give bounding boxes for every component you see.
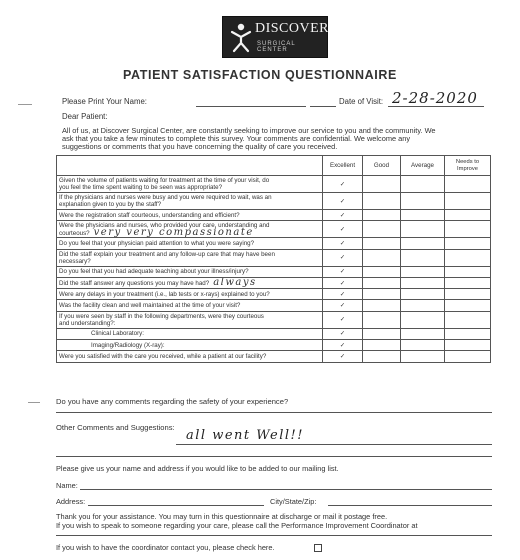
rating-cell-average[interactable]: [401, 238, 445, 249]
column-header-excellent: Excellent: [323, 156, 363, 176]
rating-cell-excellent[interactable]: [323, 176, 363, 193]
table-row: [57, 249, 491, 266]
check-mark-icon: ✓: [339, 341, 346, 349]
rating-cell-excellent[interactable]: [323, 351, 363, 362]
table-row: [57, 277, 491, 288]
check-mark-icon: ✓: [339, 180, 346, 188]
rating-cell-excellent[interactable]: [323, 340, 363, 351]
question-cell: [57, 221, 323, 238]
rating-cell-good[interactable]: [363, 249, 401, 266]
question-cell: [57, 249, 323, 266]
safety-answer-line[interactable]: [56, 412, 492, 413]
rating-cell-average[interactable]: [401, 300, 445, 311]
table-row: [57, 289, 491, 300]
question-text: Did the staff answer any questions you may have had?: [59, 280, 210, 288]
question-text: Clinical Laboratory:: [91, 330, 144, 338]
address-input-line[interactable]: [88, 505, 264, 506]
name-input-line[interactable]: [196, 106, 306, 107]
rating-cell-good[interactable]: [363, 210, 401, 221]
table-row: [57, 238, 491, 249]
check-mark-icon: ✓: [339, 254, 346, 262]
question-text: Was the facility clean and well maintained at the time of your visit?: [59, 302, 241, 310]
comments-line: [176, 444, 492, 445]
other-comments-value[interactable]: all went Well!!: [186, 428, 305, 443]
discover-logo: [222, 16, 328, 58]
rating-cell-average[interactable]: [401, 221, 445, 238]
question-text: If the physicians and nurses were busy and you were required to wait, was an: [59, 194, 272, 201]
contact-prompt: If you wish to have the coordinator contact you, please check here.: [56, 543, 275, 552]
rating-cell-average[interactable]: [401, 210, 445, 221]
table-row: [57, 176, 491, 193]
rating-cell-excellent[interactable]: [323, 328, 363, 339]
rating-cell-average[interactable]: [401, 277, 445, 288]
check-mark-icon: ✓: [339, 268, 346, 276]
question-cell: [57, 340, 323, 351]
name-input-line[interactable]: [310, 106, 336, 107]
question-cell: [57, 311, 323, 328]
rating-cell-excellent[interactable]: [323, 266, 363, 277]
table-row: [57, 311, 491, 328]
table-row: [57, 300, 491, 311]
logo-name: DISCOVER: [255, 21, 330, 36]
logo-subtitle: SURGICAL CENTER: [257, 41, 296, 53]
rating-cell-excellent[interactable]: [323, 221, 363, 238]
page-title: PATIENT SATISFACTION QUESTIONNAIRE: [123, 68, 397, 82]
question-cell: [57, 300, 323, 311]
other-comments-label: Other Comments and Suggestions:: [56, 423, 175, 432]
check-mark-icon: ✓: [339, 239, 346, 247]
rating-cell-good[interactable]: [363, 328, 401, 339]
column-header-needs-to-improve: Needs to Improve: [445, 156, 491, 176]
question-text: Given the volume of patients waiting for treatment at the time of your visit, do: [59, 177, 270, 184]
intro-line-3: suggestions or comments that you have concerning the quality of care you received.: [62, 142, 338, 151]
check-mark-icon: ✓: [339, 211, 346, 219]
question-text: Were the registration staff courteous, understanding and efficient?: [59, 211, 240, 219]
question-text: Were you satisfied with the care you received, while a patient at our facility?: [59, 353, 267, 361]
rating-cell-average[interactable]: [401, 311, 445, 328]
rating-cell-good[interactable]: [363, 266, 401, 277]
rating-cell-needs-to-improve[interactable]: [445, 289, 491, 300]
address-field-label: Address:: [56, 497, 86, 506]
rating-cell-needs-to-improve[interactable]: [445, 351, 491, 362]
check-mark-icon: ✓: [339, 225, 346, 233]
survey-table: [56, 155, 491, 363]
rating-cell-good[interactable]: [363, 340, 401, 351]
margin-mark: [18, 104, 32, 105]
check-mark-icon: ✓: [339, 353, 346, 361]
thanks-line-2: If you wish to speak to someone regarding your care, please call the Performance Improvement Coordinator at: [56, 521, 418, 530]
rating-cell-needs-to-improve[interactable]: [445, 300, 491, 311]
question-cell: [57, 210, 323, 221]
rating-cell-good[interactable]: [363, 221, 401, 238]
question-cell: [57, 176, 323, 193]
question-text: Were the physicians and nurses, who provided your care, understanding and: [59, 221, 270, 229]
city-state-zip-input-line[interactable]: [328, 505, 492, 506]
rating-cell-excellent[interactable]: [323, 193, 363, 210]
rating-cell-good[interactable]: [363, 238, 401, 249]
city-state-zip-label: City/State/Zip:: [270, 497, 317, 506]
table-row: [57, 328, 491, 339]
check-mark-icon: ✓: [339, 290, 346, 298]
rating-cell-average[interactable]: [401, 193, 445, 210]
table-row: [57, 340, 491, 351]
rating-cell-needs-to-improve[interactable]: [445, 277, 491, 288]
question-text: necessary?: [59, 257, 91, 265]
rating-cell-needs-to-improve[interactable]: [445, 266, 491, 277]
rating-cell-excellent[interactable]: [323, 289, 363, 300]
check-mark-icon: ✓: [339, 197, 346, 205]
comments-line[interactable]: [56, 456, 492, 457]
column-header-average: Average: [401, 156, 445, 176]
rating-cell-needs-to-improve[interactable]: [445, 238, 491, 249]
question-cell: [57, 277, 323, 288]
rating-cell-average[interactable]: [401, 249, 445, 266]
question-cell: [57, 266, 323, 277]
question-text: Do you feel that you had adequate teaching about your illness/injury?: [59, 268, 249, 276]
rating-cell-good[interactable]: [363, 289, 401, 300]
rating-cell-good[interactable]: [363, 176, 401, 193]
rating-cell-excellent[interactable]: [323, 249, 363, 266]
rating-cell-excellent[interactable]: [323, 210, 363, 221]
check-mark-icon: ✓: [339, 302, 346, 310]
table-row: [57, 193, 491, 210]
rating-cell-needs-to-improve[interactable]: [445, 340, 491, 351]
rating-cell-average[interactable]: [401, 340, 445, 351]
mailing-list-prompt: Please give us your name and address if you would like to be added to our mailing list.: [56, 464, 339, 473]
intro-line-2: ask that you take a few minutes to complete this survey. Your comments are confidential. We welcome any: [62, 134, 411, 143]
rating-cell-needs-to-improve[interactable]: [445, 221, 491, 238]
question-text: If you were seen by staff in the following departments, were they courteous: [59, 312, 264, 320]
question-cell: [57, 351, 323, 362]
column-header-good: Good: [363, 156, 401, 176]
contact-checkbox[interactable]: [314, 544, 322, 552]
person-icon: [229, 21, 253, 53]
rating-cell-good[interactable]: [363, 300, 401, 311]
check-mark-icon: ✓: [339, 316, 346, 324]
rating-cell-good[interactable]: [363, 351, 401, 362]
table-row: [57, 221, 491, 238]
question-text: explanation given to you by the staff?: [59, 201, 162, 208]
rating-cell-needs-to-improve[interactable]: [445, 193, 491, 210]
rating-cell-excellent[interactable]: [323, 277, 363, 288]
safety-question: Do you have any comments regarding the safety of your experience?: [56, 397, 289, 406]
check-mark-icon: ✓: [339, 279, 346, 287]
table-header-row: [57, 156, 491, 176]
handwritten-answer[interactable]: always: [213, 277, 257, 289]
table-row: [57, 266, 491, 277]
question-text: Do you feel that your physician paid attention to what you were saying?: [59, 239, 255, 247]
rating-cell-average[interactable]: [401, 289, 445, 300]
rating-cell-needs-to-improve[interactable]: [445, 328, 491, 339]
question-column-header: [57, 156, 323, 176]
question-cell: [57, 289, 323, 300]
rating-cell-average[interactable]: [401, 328, 445, 339]
table-row: [57, 210, 491, 221]
check-mark-icon: ✓: [339, 330, 346, 338]
rating-cell-excellent[interactable]: [323, 238, 363, 249]
name-field-label: Name:: [56, 481, 78, 490]
question-text: you feel the time spent waiting to be seen was appropriate?: [59, 184, 223, 191]
rating-cell-good[interactable]: [363, 193, 401, 210]
rating-cell-excellent[interactable]: [323, 300, 363, 311]
question-cell: [57, 193, 323, 210]
question-text: Imaging/Radiology (X-ray):: [91, 341, 165, 349]
rating-cell-good[interactable]: [363, 277, 401, 288]
question-text: Were any delays in your treatment (i.e., lab tests or x-rays) explained to you?: [59, 290, 270, 298]
table-row: [57, 351, 491, 362]
rating-cell-average[interactable]: [401, 351, 445, 362]
question-cell: [57, 238, 323, 249]
intro-line-1: All of us, at Discover Surgical Center, are constantly seeking to improve our service to you and the community. We: [62, 126, 436, 135]
rating-cell-average[interactable]: [401, 266, 445, 277]
handwritten-answer[interactable]: very very compassionate: [93, 226, 254, 238]
name-label: Please Print Your Name:: [62, 97, 147, 106]
rating-cell-needs-to-improve[interactable]: [445, 311, 491, 328]
rating-cell-average[interactable]: [401, 176, 445, 193]
thanks-line-1: Thank you for your assistance. You may turn in this questionnaire at discharge or mail it postage free.: [56, 512, 388, 521]
rating-cell-needs-to-improve[interactable]: [445, 210, 491, 221]
question-text: courteous?: [59, 229, 90, 237]
mailing-name-input-line[interactable]: [80, 489, 492, 490]
rating-cell-excellent[interactable]: [323, 311, 363, 328]
rating-cell-needs-to-improve[interactable]: [445, 176, 491, 193]
rating-cell-needs-to-improve[interactable]: [445, 249, 491, 266]
question-text: and understanding?:: [59, 319, 116, 327]
question-text: Did the staff explain your treatment and any follow-up care that may have been: [59, 250, 275, 258]
date-label: Date of Visit:: [339, 97, 384, 106]
coordinator-phone-line: [56, 535, 492, 536]
question-cell: [57, 328, 323, 339]
date-of-visit-value[interactable]: 2-28-2020: [392, 89, 478, 107]
margin-mark: [28, 402, 40, 403]
date-input-line: [388, 106, 484, 107]
rating-cell-good[interactable]: [363, 311, 401, 328]
dear-patient: Dear Patient:: [62, 112, 108, 121]
